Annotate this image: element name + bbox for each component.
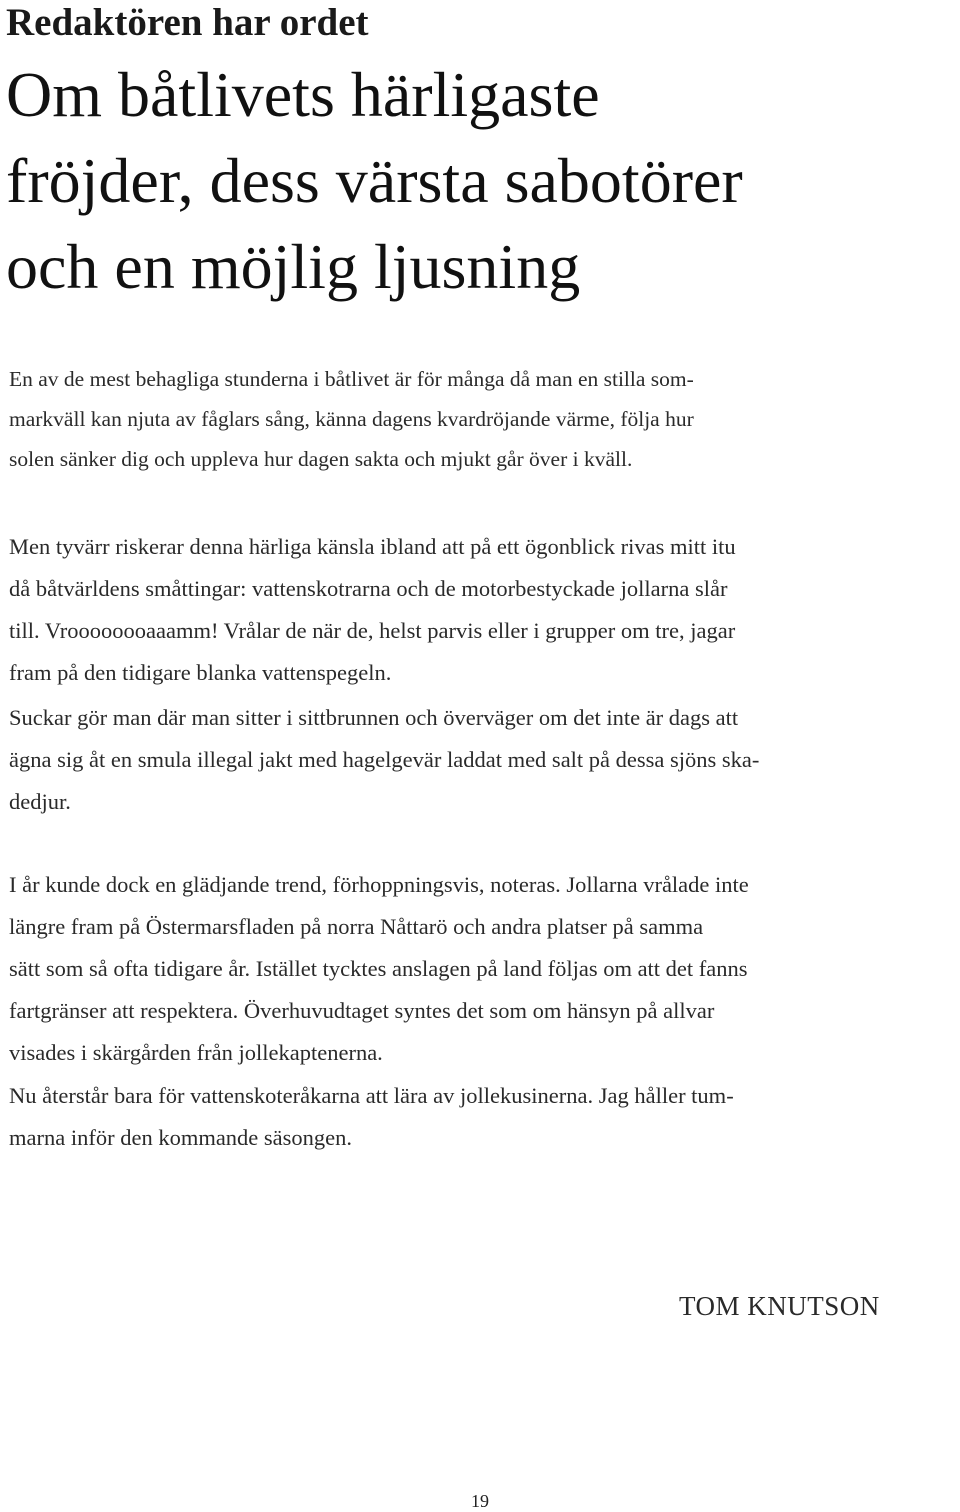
headline-line: och en möjlig ljusning: [6, 231, 581, 302]
paragraph-line: sätt som så ofta tidigare år. Istället tycktes anslagen på land följas om att det fanns: [9, 956, 748, 981]
paragraph-line: En av de mest behagliga stunderna i båtlivet är för många då man en stilla som-: [9, 367, 694, 391]
body-paragraph: [9, 697, 954, 823]
paragraph-line: ägna sig åt en smula illegal jakt med hagelgevär laddat med salt på dessa sjöns ska-: [9, 747, 760, 772]
page-number: 19: [471, 1491, 489, 1511]
paragraph-line: solen sänker dig och uppleva hur dagen sakta och mjukt går över i kväll.: [9, 447, 633, 471]
paragraph-line: dedjur.: [9, 789, 71, 814]
paragraph-line: Nu återstår bara för vattenskoteråkarna att lära av jollekusinerna. Jag håller tum-: [9, 1083, 734, 1108]
headline-line: fröjder, dess värsta sabotörer: [6, 145, 743, 216]
body-paragraph: [9, 1075, 954, 1159]
body-paragraph: [9, 526, 954, 694]
paragraph-line: till. Vroooooooaaamm! Vrålar de när de, helst parvis eller i grupper om tre, jagar: [9, 618, 736, 643]
paragraph-line: visades i skärgården från jollekaptenerna.: [9, 1040, 383, 1065]
article-headline: [6, 52, 956, 310]
body-paragraph: [9, 359, 954, 479]
body-paragraph: [9, 864, 954, 1074]
author-signature: TOM KNUTSON: [679, 1291, 880, 1321]
section-kicker: Redaktören har ordet: [6, 1, 369, 44]
paragraph-line: Men tyvärr riskerar denna härliga känsla ibland att på ett ögonblick rivas mitt itu: [9, 534, 736, 559]
paragraph-line: marna inför den kommande säsongen.: [9, 1125, 353, 1150]
paragraph-line: markväll kan njuta av fåglars sång, känna dagens kvardröjande värme, följa hur: [9, 407, 694, 431]
paragraph-line: fram på den tidigare blanka vattenspegeln.: [9, 660, 392, 685]
paragraph-line: fartgränser att respektera. Överhuvudtaget syntes det som om hänsyn på allvar: [9, 998, 715, 1023]
paragraph-line: I år kunde dock en glädjande trend, förhoppningsvis, noteras. Jollarna vrålade inte: [9, 872, 749, 897]
headline-line: Om båtlivets härligaste: [6, 59, 600, 130]
paragraph-line: längre fram på Östermarsfladen på norra Nåttarö och andra platser på samma: [9, 914, 704, 939]
paragraph-line: Suckar gör man där man sitter i sittbrunnen och överväger om det inte är dags att: [9, 705, 739, 730]
paragraph-line: då båtvärldens småttingar: vattenskotrarna och de motorbestyckade jollarna slår: [9, 576, 728, 601]
